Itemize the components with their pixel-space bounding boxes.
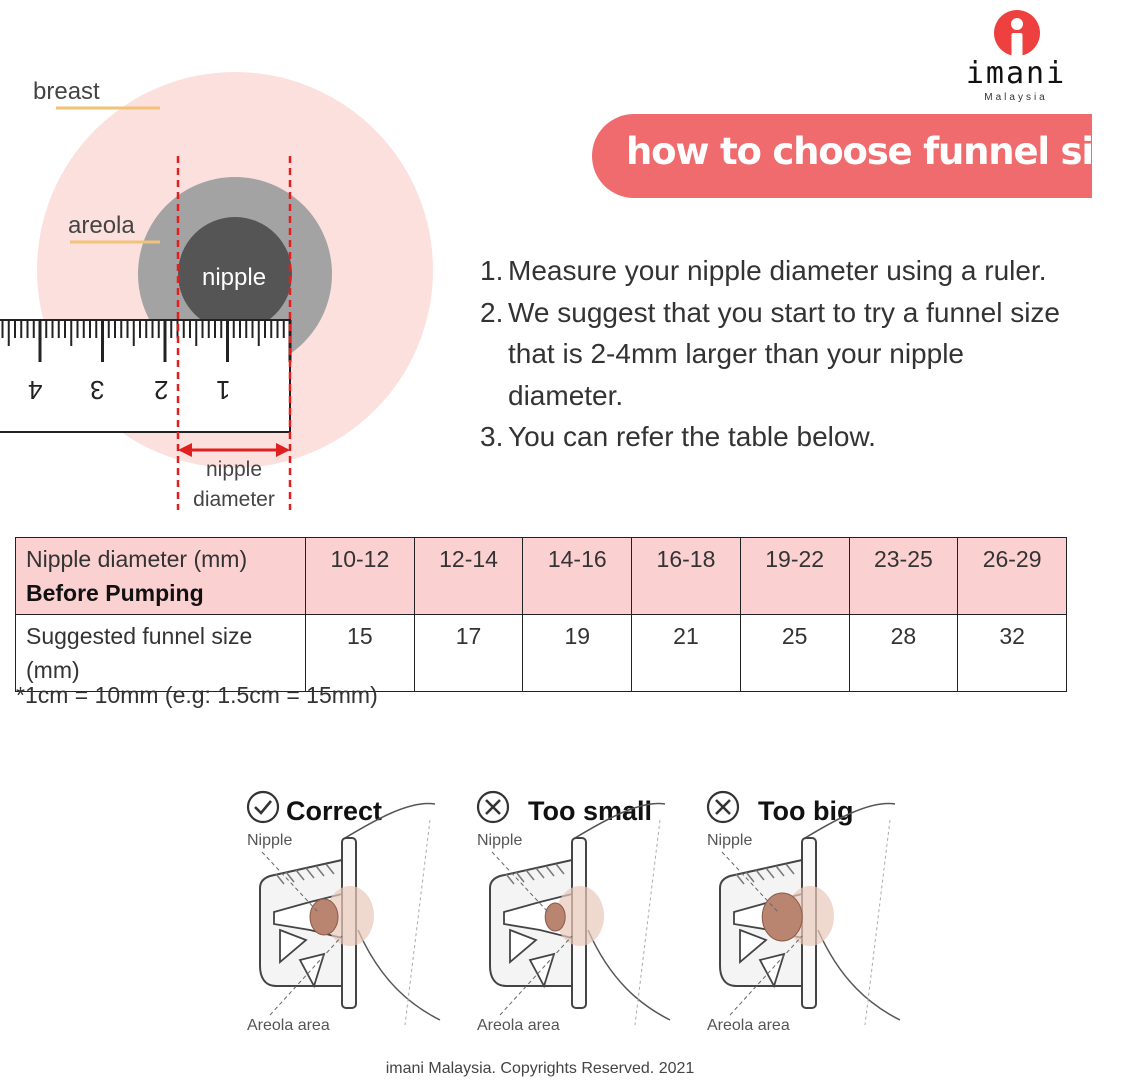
guide-line xyxy=(635,820,660,1025)
conversion-note: *1cm = 10mm (e.g: 1.5cm = 15mm) xyxy=(16,682,378,708)
ruler-number-1: 1 xyxy=(216,375,231,405)
nipple-callout-label: Nipple xyxy=(247,832,293,849)
fit-title: Too big xyxy=(758,796,854,826)
title-banner xyxy=(592,114,1137,198)
before-pumping-heading: Before Pumping xyxy=(26,580,204,606)
table-cell: 21 xyxy=(632,615,741,692)
ruler-number-4: 4 xyxy=(28,375,43,405)
fit-too-big-panel xyxy=(700,790,910,1040)
table-header-funnel-size: Suggested funnel size (mm) xyxy=(16,615,306,692)
breast-label: breast xyxy=(33,78,100,105)
diameter-label-line2: diameter xyxy=(193,488,275,511)
step-number: 3. xyxy=(480,421,504,452)
table-cell: 10-12 xyxy=(306,538,415,615)
logo-subtitle: Malaysia xyxy=(984,92,1048,103)
nipple-callout-label: Nipple xyxy=(707,832,753,849)
table-row-funnel-size xyxy=(16,615,1067,692)
guide-line xyxy=(405,820,430,1025)
breast-outline xyxy=(575,803,665,838)
logo-brand-name: imani xyxy=(965,56,1067,91)
breast-outline xyxy=(805,803,895,838)
pump-fit-illustration xyxy=(470,790,680,1040)
areola-callout-label: Areola area xyxy=(477,1017,560,1034)
ruler-number-3: 3 xyxy=(90,375,105,405)
table-cell: 15 xyxy=(306,615,415,692)
areola-callout-label: Areola area xyxy=(247,1017,330,1034)
table-cell: 28 xyxy=(849,615,958,692)
step-item xyxy=(480,292,1070,417)
areola-callout-label: Areola area xyxy=(707,1017,790,1034)
copyright-footer: imani Malaysia. Copyrights Reserved. 2021 xyxy=(385,1060,695,1077)
table-cell: 14-16 xyxy=(523,538,632,615)
guide-line xyxy=(865,820,890,1025)
step-number: 1. xyxy=(480,255,504,286)
fit-correct-panel xyxy=(240,790,450,1040)
breast-outline xyxy=(588,930,670,1020)
nipple-label: nipple xyxy=(202,264,267,291)
ruler-number-2: 2 xyxy=(154,375,169,405)
step-item xyxy=(480,250,1070,292)
step-text: Measure your nipple diameter using a ruler. xyxy=(508,255,1047,286)
breast-outline xyxy=(818,930,900,1020)
funnel-size-table xyxy=(15,537,1067,692)
table-header-nipple-diameter xyxy=(16,538,306,615)
table-cell: 16-18 xyxy=(632,538,741,615)
nipple-shape xyxy=(762,893,802,941)
nipple-shape xyxy=(545,903,565,931)
table-cell: 26-29 xyxy=(958,538,1067,615)
nipple-diameter-heading: Nipple diameter (mm) xyxy=(26,546,248,572)
step-text: We suggest that you start to try a funnel size that is 2-4mm larger than your nipple diameter. xyxy=(508,296,1060,411)
pump-fit-illustration xyxy=(240,790,450,1040)
step-number: 2. xyxy=(480,296,504,328)
measurement-diagram xyxy=(0,60,450,520)
table-cell: 19-22 xyxy=(740,538,849,615)
table-cell: 12-14 xyxy=(414,538,523,615)
table-cell: 19 xyxy=(523,615,632,692)
ruler-icon xyxy=(0,320,290,432)
step-item xyxy=(480,416,1070,458)
breast-outline xyxy=(345,803,435,838)
nipple-callout-label: Nipple xyxy=(477,832,523,849)
table-cell: 23-25 xyxy=(849,538,958,615)
instruction-steps xyxy=(480,250,1070,458)
pump-fit-illustration xyxy=(700,790,910,1040)
table-cell: 25 xyxy=(740,615,849,692)
areola-label: areola xyxy=(68,212,135,239)
page-title: how to choose funnel size xyxy=(626,130,1137,173)
fit-title: Correct xyxy=(286,796,383,826)
imani-logo xyxy=(960,6,1072,102)
step-text: You can refer the table below. xyxy=(508,421,876,452)
breast-outline xyxy=(358,930,440,1020)
imani-logo-icon xyxy=(992,8,1042,60)
table-cell: 32 xyxy=(958,615,1067,692)
fit-too-small-panel xyxy=(470,790,680,1040)
table-cell: 17 xyxy=(414,615,523,692)
table-row-nipple-diameter xyxy=(16,538,1067,615)
fit-title: Too small xyxy=(528,796,653,826)
diameter-label-line1: nipple xyxy=(205,458,263,481)
nipple-shape xyxy=(310,899,338,935)
